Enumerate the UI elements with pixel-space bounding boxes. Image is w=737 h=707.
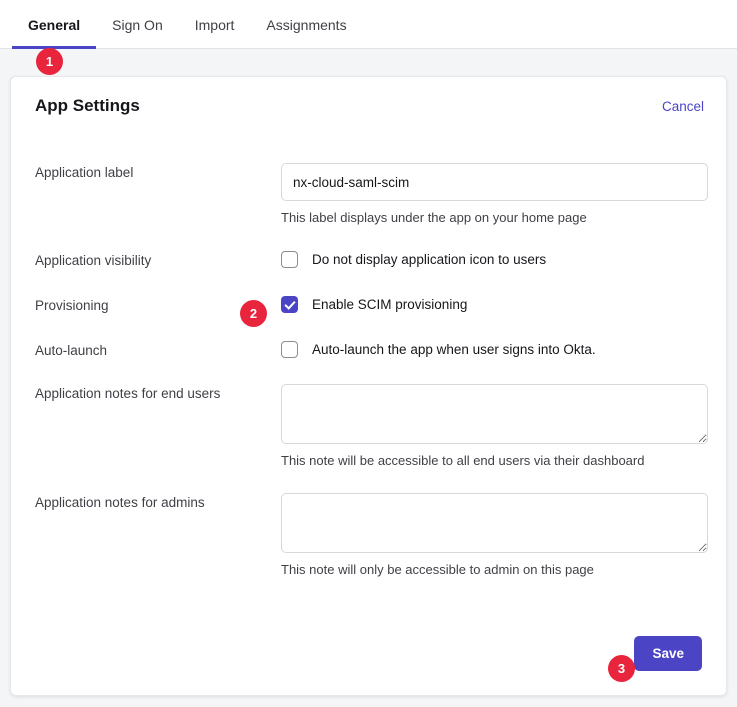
app-tab-bar: [0, 0, 737, 49]
row-provisioning: [11, 296, 726, 313]
tab-import-label: Import: [194, 17, 235, 33]
provisioning-label: Provisioning: [35, 298, 109, 313]
notes-admins-label: Application notes for admins: [35, 495, 205, 510]
tab-import[interactable]: [179, 17, 251, 49]
tab-sign-on-label: Sign On: [112, 17, 163, 33]
row-application-visibility: [11, 251, 726, 268]
step-badge-3: 3: [608, 655, 635, 682]
application-label-label: Application label: [35, 165, 134, 180]
tab-assignments-label: Assignments: [266, 17, 347, 33]
row-notes-end-users: [11, 384, 726, 468]
save-button[interactable]: Save: [634, 636, 702, 671]
notes-end-users-field-wrap: [281, 384, 702, 468]
card-header: [11, 77, 726, 133]
step-badge-1: 1: [36, 48, 63, 75]
application-label-input[interactable]: [281, 163, 708, 201]
notes-admins-field-wrap: [281, 493, 702, 577]
application-label-field-wrap: [281, 163, 702, 225]
tab-general[interactable]: [12, 17, 96, 49]
auto-launch-field-wrap: [281, 341, 702, 358]
application-label-helper: This label displays under the app on your home page: [281, 210, 587, 225]
application-visibility-check-line[interactable]: [281, 251, 702, 268]
auto-launch-checkbox[interactable]: [281, 341, 298, 358]
row-notes-admins: [11, 493, 726, 577]
provisioning-checkbox[interactable]: [281, 296, 298, 313]
tab-assignments[interactable]: [250, 17, 362, 49]
provisioning-check-line[interactable]: [281, 296, 702, 313]
notes-end-users-textarea[interactable]: [281, 384, 708, 444]
provisioning-checkbox-label: Enable SCIM provisioning: [312, 297, 468, 312]
page-title: App Settings: [35, 96, 140, 115]
auto-launch-checkbox-label: Auto-launch the app when user signs into Okta.: [312, 342, 596, 357]
tab-general-label: General: [28, 17, 81, 33]
application-visibility-checkbox[interactable]: [281, 251, 298, 268]
provisioning-field-wrap: [281, 296, 702, 313]
step-badge-2: 2: [240, 300, 267, 327]
notes-end-users-label: Application notes for end users: [35, 386, 221, 401]
tab-sign-on[interactable]: [96, 17, 179, 49]
auto-launch-check-line[interactable]: [281, 341, 702, 358]
notes-end-users-helper: This note will be accessible to all end users via their dashboard: [281, 453, 645, 468]
row-application-label: [11, 163, 726, 225]
application-visibility-checkbox-label: Do not display application icon to users: [312, 252, 547, 267]
notes-admins-helper: This note will only be accessible to admin on this page: [281, 562, 594, 577]
app-settings-card: [10, 76, 727, 696]
application-visibility-label: Application visibility: [35, 253, 152, 268]
row-auto-launch: [11, 341, 726, 358]
auto-launch-label: Auto-launch: [35, 343, 108, 358]
cancel-button[interactable]: Cancel: [661, 99, 704, 114]
notes-admins-textarea[interactable]: [281, 493, 708, 553]
application-visibility-field-wrap: [281, 251, 702, 268]
